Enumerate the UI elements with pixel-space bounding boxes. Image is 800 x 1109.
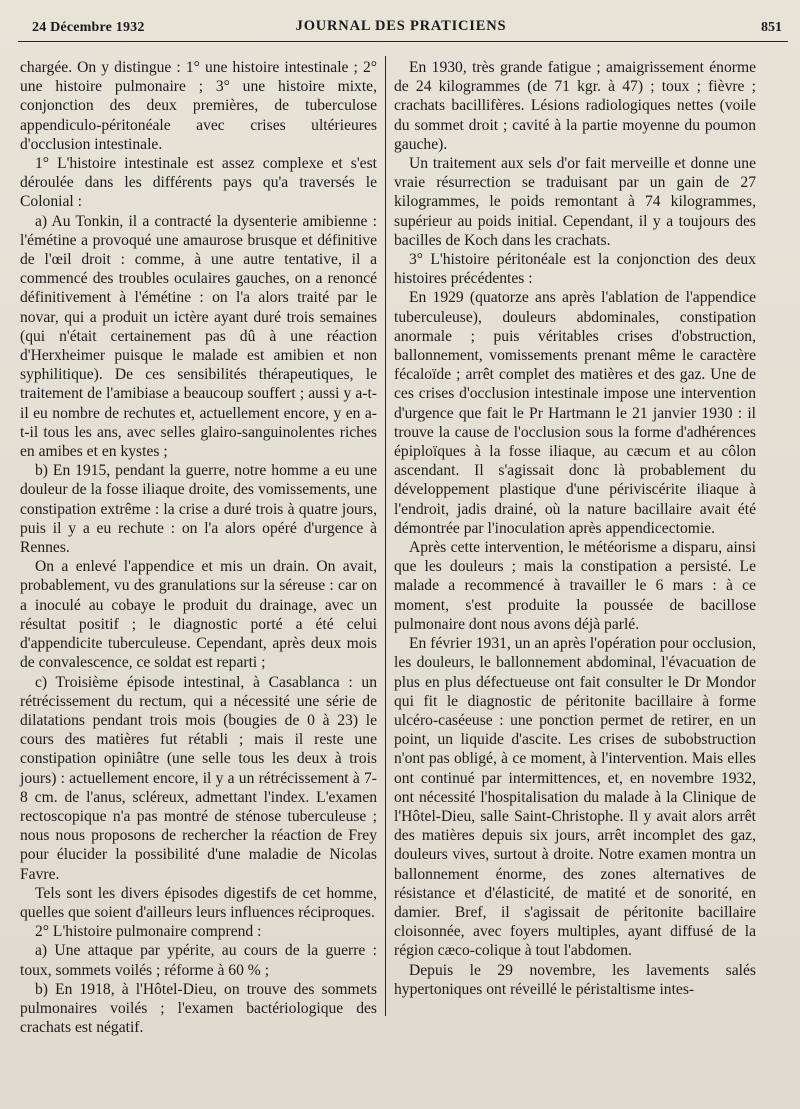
right-column bbox=[394, 58, 756, 999]
paragraph: chargée. On y distingue : 1° une histoire intestinale ; 2° une histoire pulmonaire ; 3° une histoire mixte, conjonction des deux premières, de tuberculose appendiculo-péritonéale avec crises ultérieures d'occlusion intestinale. bbox=[20, 59, 377, 153]
paragraph: On a enlevé l'appendice et mis un drain. On avait, probablement, vu des granulations sur la séreuse : car on a inoculé au cobaye le produit du drainage, avec un résultat positif ; le diagnostic porté a été celui d'appendicite tuberculeuse. Cependant, après deux mois de convalescence, ce soldat est reparti ; bbox=[20, 558, 377, 672]
left-column bbox=[20, 58, 377, 1037]
paragraph: 1° L'histoire intestinale est assez complexe et s'est déroulée dans les différents pays qu'a traversés le Colonial : bbox=[20, 155, 377, 211]
paragraph: Tels sont les divers épisodes digestifs de cet homme, quelles que soient d'ailleurs leurs influences réciproques. bbox=[20, 884, 377, 921]
header-rule bbox=[18, 41, 788, 42]
paragraph: 2° L'histoire pulmonaire comprend : bbox=[35, 923, 262, 941]
paragraph: b) En 1918, à l'Hôtel-Dieu, on trouve des sommets pulmonaires voilés ; l'examen bactériologique des crachats est négatif. bbox=[20, 980, 377, 1037]
paragraph: b) En 1915, pendant la guerre, notre homme a eu une douleur de la fosse iliaque droite, des vomissements, une constipation extrême : la crise a duré trois à quatre jours, puis il y a eu rechute : on l'a alors opéré d'urgence à Rennes. bbox=[20, 462, 377, 557]
paragraph: a) Au Tonkin, il a contracté la dysenterie amibienne : l'émétine a provoqué une amaurose brusque et définitive de l'œil droit : comme, à une autre tentative, il a commencé des troubles oculaires gauches, on a renoncé définitivement à l'émétine : on l'a alors traité par le novar, qui a produit un ictère ayant duré trois semaines (qui n'était certainement pas dû à une réaction d'Herxheimer puisque le malade est amibien et non syphilitique). De ces sensibilités thérapeutiques, le traitement de l'amibiase a beaucoup souffert ; aussi y a-t-il eu nombre de rechutes et, actuellement encore, y en a-t-il tous les ans, avec selles glairo-sanguinolentes riches en amibes et en kystes ; bbox=[20, 212, 377, 461]
header-date: 24 Décembre 1932 bbox=[32, 20, 145, 35]
paragraph: En février 1931, un an après l'opération pour occlusion, les douleurs, le ballonnement abdominal, l'évacuation de plus en plus défectueuse ont fait consulter le Dr Mondor qui fit le diagnostic de péritonite bacillaire à forme ulcéro-caséeuse : une ponction permet de retirer, en un point, un liquide d'ascite. Les crises de subobstruction n'ont pas obligé, à ce moment, à l'intervention. Mais elles ont continué par intermittences, et, en novembre 1932, ont nécessité l'hospitalisation du malade à la Clinique de l'Hôtel-Dieu, salle Saint-Christophe. Il y avait alors arrêt des matières depuis six jours, arrêt incomplet des gaz, douleurs vives, surtout à droite. Notre examen montra un ballonnement énorme, des zones alternatives de résistance et d'élasticité, de matité et de sonorité, en damier. Bref, il s'agissait de péritonite bacillaire cloisonnée, avec foyers multiples, ayant diffusé de la région cæco-colique à tout l'abdomen. bbox=[394, 635, 756, 960]
journal-title: JOURNAL DES PRATICIENS bbox=[295, 18, 507, 34]
paragraph: En 1930, très grande fatigue ; amaigrissement énorme de 24 kilogrammes (de 71 kgr. à 47) ; toux ; fièvre ; crachats bacillifères. Lésions radiologiques nettes (voile du sommet droit ; cavité à la partie moyenne du poumon gauche). bbox=[394, 59, 756, 153]
paragraph: Après cette intervention, le météorisme a disparu, ainsi que les douleurs ; mais la constipation a persisté. Le malade a recommencé à travailler le 6 mars : à ce moment, s'est produite la poussée de bacillose pulmonaire dont nous avons déjà parlé. bbox=[394, 539, 756, 633]
paragraph: Un traitement aux sels d'or fait merveille et donne une vraie résurrection se traduisant par un gain de 27 kilogrammes, le poids remontant à 74 kilogrammes, supérieur au poids initial. Cependant, il y a toujours des bacilles de Koch dans les crachats. bbox=[394, 155, 756, 249]
page-header bbox=[18, 14, 784, 40]
paragraph: a) Une attaque par ypérite, au cours de la guerre : toux, sommets voilés ; réforme à 60 % ; bbox=[20, 942, 377, 979]
paragraph: 3° L'histoire péritonéale est la conjonction des deux histoires précédentes : bbox=[394, 251, 756, 288]
column-divider bbox=[385, 56, 386, 1016]
page-number: 851 bbox=[761, 20, 782, 35]
paragraph: c) Troisième épisode intestinal, à Casablanca : un rétrécissement du rectum, qui a nécessité une série de dilatations pendant trois mois (bougies de 0 à 23) le cours des matières fut rétabli ; mais il reste une constipation opiniâtre (une selle tous les deux à trois jours) : actuellement encore, il y a un rétrécissement à 7-8 cm. de l'anus, scléreux, admettant l'index. L'examen rectoscopique n'a pas montré de sténose tuberculeuse ; nous nous proposons de rechercher la réaction de Frey pour élucider la possibilité d'une maladie de Nicolas Favre. bbox=[20, 673, 377, 883]
paragraph: Depuis le 29 novembre, les lavements salés hypertoniques ont réveillé le péristaltisme intes- bbox=[394, 961, 756, 998]
paragraph: En 1929 (quatorze ans après l'ablation de l'appendice tuberculeuse), douleurs abdominales, constipation anormale ; puis véritables crises d'obstruction, ballonnement, vomissements prenant même le caractère fécaloïde ; arrêt complet des matières et des gaz. Une de ces crises d'occlusion intestinale impose une intervention d'urgence que fait le Pr Hartmann le 21 janvier 1930 : il trouve la cause de l'occlusion sous la forme d'adhérences épiploïques à la fosse iliaque, au cæcum et au côlon ascendant. Il s'agissait donc là probablement du développement plastique d'une périviscérite iliaque à l'endroit, jadis drainé, où la nature bacillaire avait été démontrée par l'inoculation après appendicectomie. bbox=[394, 289, 756, 537]
